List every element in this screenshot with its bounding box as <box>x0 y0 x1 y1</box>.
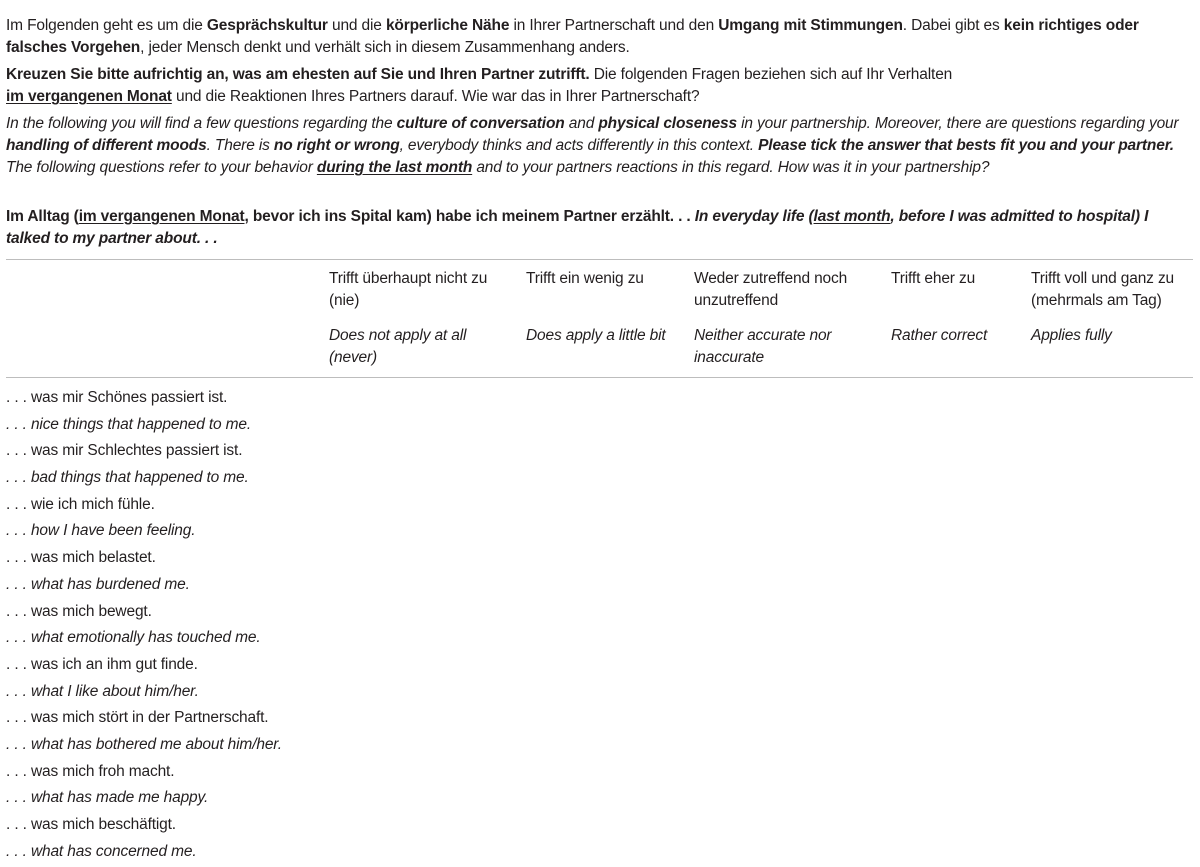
scale-header-1-english: Does not apply at all (never) <box>329 327 467 366</box>
instruction-emphasis: Kreuzen Sie bitte aufrichtig an, was am ehesten auf Sie und Ihren Partner zutrifft. <box>6 66 590 83</box>
scale-header-3-german: Weder zutreffend noch unzutreffend <box>694 270 848 309</box>
intro-emphasis: no right or wrong <box>273 137 400 154</box>
stem-text: , bevor ich ins Spital kam) habe ich meinem Partner erzählt. . . <box>244 208 695 225</box>
intro-text: Im Folgenden geht es um die <box>6 17 207 34</box>
intro-text: . There is <box>206 137 274 154</box>
item-english: . . . what has burdened me. <box>6 575 190 593</box>
table-top-divider <box>6 259 1193 260</box>
item-german: . . . was mir Schönes passiert ist. <box>6 389 228 406</box>
intro-text: und die Reaktionen Ihres Partners darauf. Wie war das in Ihrer Partnerschaft? <box>171 88 700 105</box>
scale-header-2-german: Trifft ein wenig zu <box>526 270 644 287</box>
intro-text: Die folgenden Fragen beziehen sich auf Ihr Verhalten <box>589 66 953 83</box>
intro-emphasis: physical closeness <box>598 115 737 132</box>
intro-text: and to your partners reactions in this regard. How was it in your partnership? <box>472 159 990 176</box>
item-german: . . . was mich stört in der Partnerschaft. <box>6 709 269 727</box>
stem-time-frame: im vergangenen Monat <box>78 208 245 225</box>
scale-header-2-english: Does apply a little bit <box>526 327 666 344</box>
intro-emphasis: kein richtiges oder falsches Vorgehen <box>6 17 1139 56</box>
item-german: . . . was mir Schlechtes passiert ist. <box>6 442 243 460</box>
item-english: . . . how I have been feeling. <box>6 522 196 540</box>
intro-text: In the following you will find a few questions regarding the <box>6 115 397 132</box>
scale-header-4-german: Trifft eher zu <box>891 270 976 287</box>
stem-time-frame-english: last month <box>813 208 891 225</box>
intro-text: in Ihrer Partnerschaft und den <box>509 17 719 34</box>
item-german: . . . was mich beschäftigt. <box>6 816 176 833</box>
item-german: . . . was ich an ihm gut finde. <box>6 655 198 673</box>
intro-text: . Dabei gibt es <box>902 17 1004 34</box>
scale-header-5-german: Trifft voll und ganz zu (mehrmals am Tag) <box>1031 270 1175 309</box>
intro-emphasis: Umgang mit Stimmungen <box>718 17 903 34</box>
item-english: . . . nice things that happened to me. <box>6 415 252 433</box>
intro-text: The following questions refer to your behavior <box>6 159 317 176</box>
intro-text: , jeder Mensch denkt und verhält sich in diesem Zusammenhang anders. <box>140 39 630 56</box>
item-list <box>6 387 606 867</box>
intro-text: in your partnership. Moreover, there are questions regarding your <box>736 115 1179 132</box>
stem-text-english: In everyday life ( <box>694 208 814 225</box>
scale-header-1-german: Trifft überhaupt nicht zu (nie) <box>329 270 488 309</box>
item-german: . . . wie ich mich fühle. <box>6 495 155 513</box>
item-english: . . . bad things that happened to me. <box>6 469 249 487</box>
intro-emphasis: Gesprächskultur <box>206 17 328 34</box>
intro-german-paragraph-1 <box>6 15 1192 59</box>
intro-text: und die <box>327 17 386 34</box>
question-stem <box>6 206 1192 250</box>
intro-emphasis: handling of different moods <box>6 137 207 154</box>
time-frame-emphasis: im vergangenen Monat <box>6 88 172 105</box>
scale-header-4-english: Rather correct <box>891 327 988 344</box>
intro-text: , everybody thinks and acts differently in this context. <box>399 137 759 154</box>
item-english: . . . what has concerned me. <box>6 842 197 860</box>
item-english: . . . what has bothered me about him/her. <box>6 735 282 753</box>
item-english: . . . what has made me happy. <box>6 789 209 807</box>
intro-emphasis: culture of conversation <box>396 115 565 132</box>
item-german: . . . was mich bewegt. <box>6 602 152 620</box>
intro-emphasis: körperliche Nähe <box>385 17 510 34</box>
scale-header-5-english: Applies fully <box>1031 327 1112 344</box>
intro-text: and <box>564 115 599 132</box>
instruction-emphasis: Please tick the answer that bests fit you and your partner. <box>758 137 1174 154</box>
item-german: . . . was mich froh macht. <box>6 762 175 780</box>
item-german: . . . was mich belastet. <box>6 549 156 567</box>
time-frame-emphasis: during the last month <box>316 159 473 176</box>
scale-header-3-english: Neither accurate nor inaccurate <box>694 327 832 366</box>
item-english: . . . what emotionally has touched me. <box>6 629 261 647</box>
intro-german-paragraph-2 <box>6 64 1192 108</box>
stem-text-english: , before I was admitted to hospital) I talked to my partner about. . . <box>6 208 1149 247</box>
table-header-divider <box>6 377 1193 378</box>
intro-english-paragraph <box>6 113 1192 179</box>
stem-text: Im Alltag ( <box>6 208 79 225</box>
item-english: . . . what I like about him/her. <box>6 682 199 700</box>
